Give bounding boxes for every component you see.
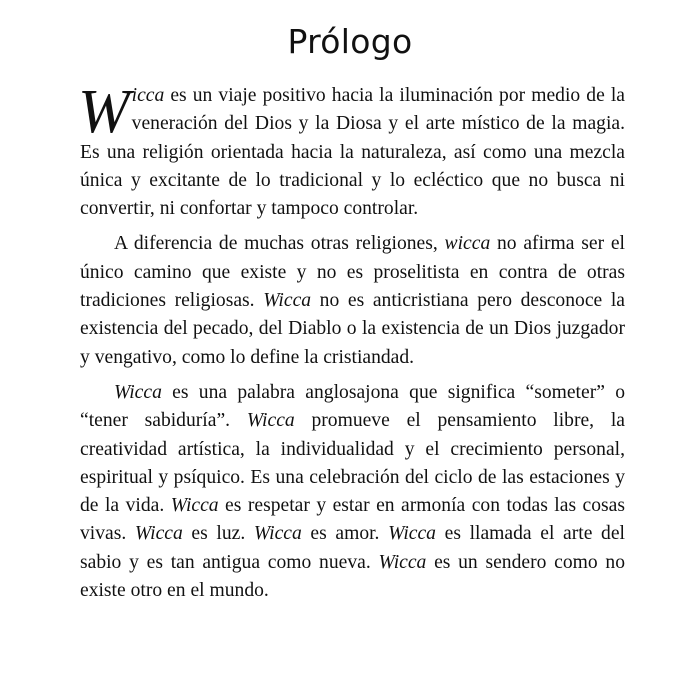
italic-term: Wicca bbox=[263, 290, 312, 312]
italic-term: Wicca bbox=[253, 523, 302, 545]
italic-term: Wicca bbox=[378, 551, 427, 573]
drop-cap-word-rest: icca bbox=[131, 85, 165, 106]
text-run: no afirma ser el único camino que existe y no es proselitista en contra de otras tradiciones religiosas. bbox=[80, 233, 625, 312]
text-run: promueve el pensamiento libre, la creatividad artística, la individualidad y el crecimiento personal, espiritual y psíquico. Es una celebración del ciclo de las estaciones y de la vida. bbox=[80, 410, 625, 517]
italic-term: Wicca bbox=[134, 523, 183, 545]
text-run: es un sendero como no existe otro en el mundo. bbox=[80, 551, 626, 602]
italic-term: Wicca bbox=[246, 410, 295, 432]
italic-term: Wicca bbox=[170, 495, 219, 517]
text-run: no es anticristiana pero desconoce la existencia del pecado, del Diablo o la existencia de un Dios juzgador y vengativo, como lo define la cristiandad. bbox=[80, 290, 625, 368]
text-run: A diferencia de muchas otras religiones, bbox=[114, 233, 445, 255]
prologue-body bbox=[78, 78, 626, 605]
text-run: es respetar y estar en armonía con todas las cosas vivas. bbox=[80, 495, 625, 545]
italic-term: Wicca bbox=[388, 523, 436, 545]
paragraph-1 bbox=[78, 78, 625, 223]
paragraph-1-text: es un viaje positivo hacia la iluminación por medio de la veneración del Dios y la Diosa y el arte místico de la magia. Es una religión orientada hacia la naturaleza, así como una mezcla única y excitante de lo tradicional y lo ecléctico que no busca ni convertir, ni confortar y tampoco controlar. bbox=[80, 85, 625, 220]
paragraph-2 bbox=[80, 230, 625, 371]
drop-cap: W bbox=[78, 78, 130, 146]
text-run: es llamada el arte del sabio y es tan antigua como nueva. bbox=[80, 523, 625, 573]
page-title: Prólogo bbox=[287, 22, 413, 61]
text-run: es una palabra anglosajona que significa “someter” o “tener sabiduría”. bbox=[80, 381, 625, 432]
italic-term: wicca bbox=[444, 233, 491, 255]
text-run: es amor. bbox=[301, 523, 389, 545]
text-run: es luz. bbox=[182, 523, 254, 545]
italic-term: Wicca bbox=[114, 381, 162, 403]
paragraph-3 bbox=[80, 379, 625, 605]
